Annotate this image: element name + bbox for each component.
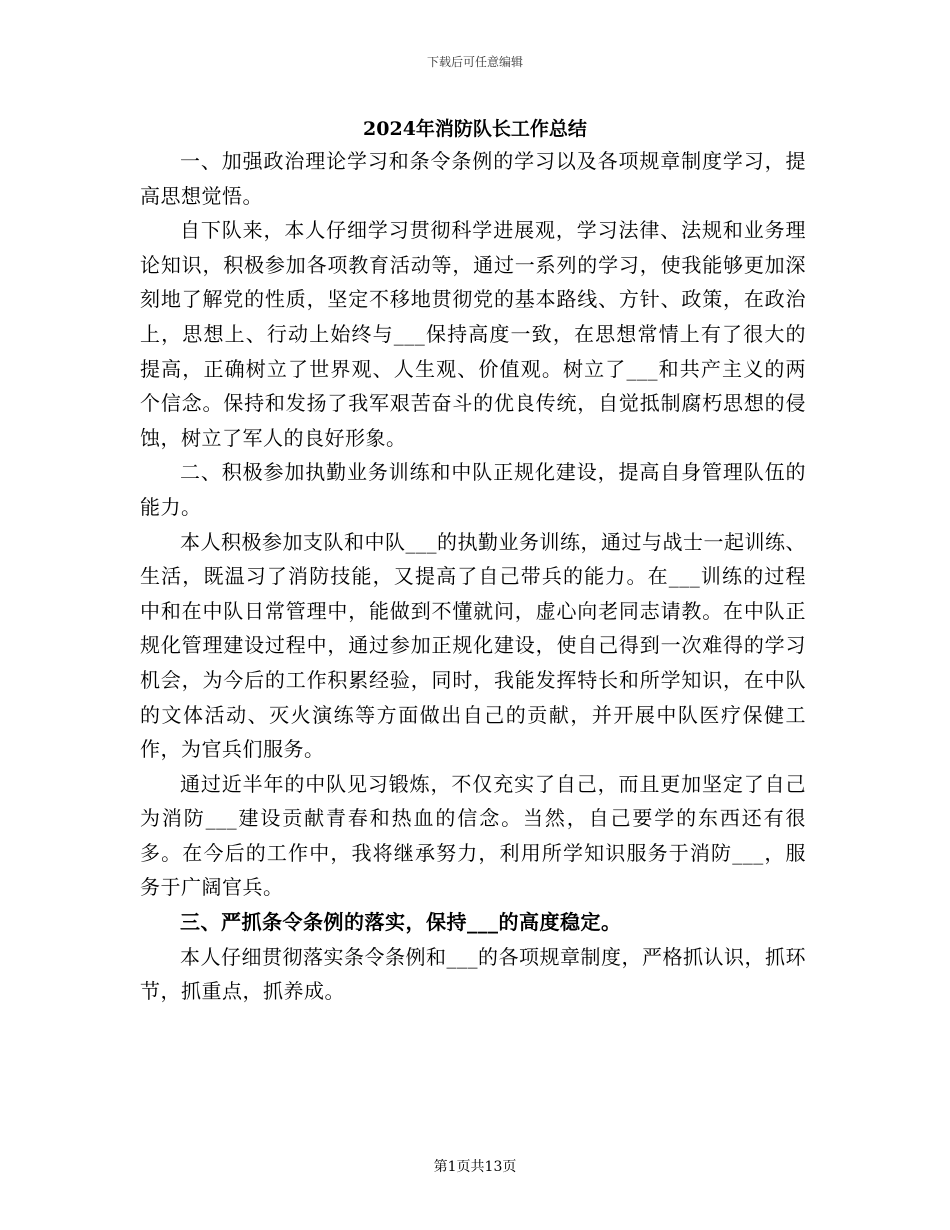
- section-heading-2: 二、积极参加执勤业务训练和中队正规化建设，提高自身管理队伍的能力。: [140, 460, 806, 519]
- page-footer: 第1页共13页: [433, 1159, 517, 1175]
- section-heading-1: 一、加强政治理论学习和条令条例的学习以及各项规章制度学习，提高思想觉悟。: [140, 149, 806, 208]
- document-title: 2024年消防队长工作总结: [363, 118, 587, 140]
- header-note: 下载后可任意编辑: [426, 55, 523, 69]
- body-paragraph-1: 自下队来，本人仔细学习贯彻科学进展观，学习法律、法规和业务理论知识，积极参加各项教育活动等，通过一系列的学习，使我能够更加深刻地了解党的性质，坚定不移地贯彻党的基本路线、方针、政策，在政治上，思想上、行动上始终与___保持高度一致，在思想常情上有了很大的提高，正确树立了世界观、人生观、价值观。树立了___和共产主义的两个信念。保持和发扬了我军艰苦奋斗的优良传统，自觉抵制腐朽思想的侵蚀，树立了军人的良好形象。: [140, 218, 806, 450]
- body-paragraph-4: 本人仔细贯彻落实条令条例和___的各项规章制度，严格抓认识，抓环节，抓重点，抓养成。: [140, 944, 806, 1004]
- body-paragraph-3: 通过近半年的中队见习锻炼，不仅充实了自己，而且更加坚定了自己为消防___建设贡献青春和热血的信念。当然，自己要学的东西还有很多。在今后的工作中，我将继承努力，利用所学知识服务于消防___，服务于广阔官兵。: [140, 771, 806, 900]
- document-body: [140, 144, 806, 1009]
- section-heading-3: 三、严抓条令条例的落实，保持___的高度稳定。: [180, 910, 622, 935]
- body-paragraph-2: 本人积极参加支队和中队___的执勤业务训练，通过与战士一起训练、生活，既温习了消防技能，又提高了自己带兵的能力。在___训练的过程中和在中队日常管理中，能做到不懂就问，虚心向老同志请教。在中队正规化管理建设过程中，通过参加正规化建设，使自己得到一次难得的学习机会，为今后的工作积累经验，同时，我能发挥特长和所学知识，在中队的文体活动、灭火演练等方面做出自己的贡献，并开展中队医疗保健工作，为官兵们服务。: [140, 529, 806, 762]
